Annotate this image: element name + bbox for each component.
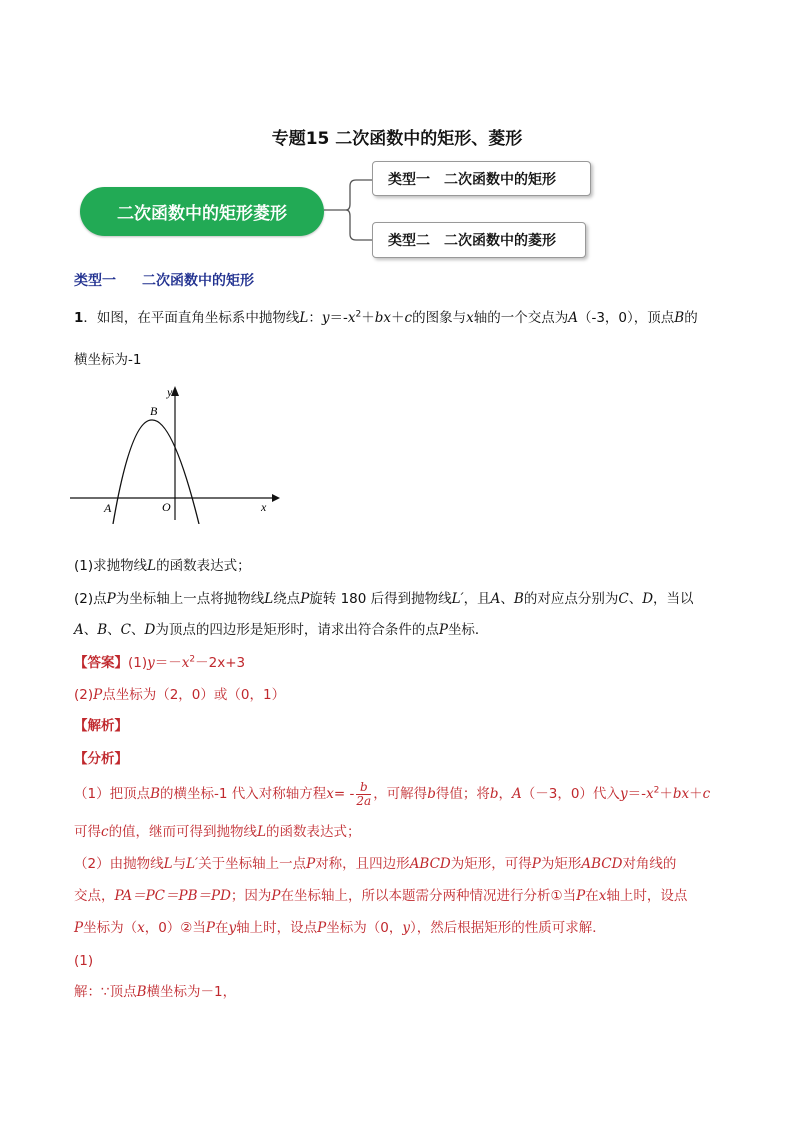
mindmap-root-node: 二次函数中的矩形菱形 [80,187,324,236]
text: 坐标． [447,622,489,638]
analysis-2-line-3 [74,918,606,938]
analysis-1-line-1 [74,780,710,808]
var-B: B [97,622,108,638]
var-L: L [147,558,157,574]
analysis-label: 【解析】 [74,718,128,734]
var-L: L [264,591,274,607]
question-line-1 [74,308,698,328]
text: 为坐标轴上一点将抛物线 [115,591,265,607]
var-x: x [347,310,356,326]
text: （2）由抛物线 [74,856,164,872]
var-y: y [228,920,237,936]
var-A: A [568,310,578,326]
text: －2x+3 [195,655,246,671]
section-label: 类型一 [74,273,116,289]
text: ＋ [689,786,703,802]
var-L: L [299,310,309,326]
solution-line-1 [74,982,236,1002]
text: 的横坐标-1 代入对称轴方程 [160,786,327,802]
var-P: P [438,622,448,638]
parabola-curve [113,420,199,524]
text: 横坐标为－1， [146,984,237,1000]
fenxi-label: 【分析】 [74,751,128,767]
text: 为矩形，可得 [450,856,532,872]
sub-question-2-line-2 [74,620,488,640]
text: 坐标为（0， [326,920,403,936]
text: ＋ [391,310,405,326]
var-P: P [306,856,316,872]
var-P: P [531,856,541,872]
sub-question-2-line-1 [74,589,694,609]
var-A: A [74,622,84,638]
var-c: c [702,786,711,802]
text: ，可解得 [373,786,428,802]
text: （－3，0）代入 [521,786,620,802]
var-C: C [618,591,629,607]
text: 旋转 180 后得到抛物线 [309,591,452,607]
point-A-label: A [104,501,112,515]
text: ＝－ [154,655,182,671]
text: 、 [500,591,514,607]
analysis-2-line-1 [74,854,676,874]
var-P: P [205,920,216,936]
origin-O-label: O [162,500,171,514]
text: 关于坐标轴上一点 [198,856,307,872]
text: 绕点 [273,591,301,607]
var-D: D [144,622,156,638]
var-ABCD: ABCD [581,856,623,872]
mindmap-node-type2: 类型二 二次函数中的菱形 [372,222,586,258]
var-L-prime: L′ [186,856,199,872]
var-y: y [147,655,155,671]
text: ，且 [463,591,491,607]
var-y: y [402,920,410,936]
text: 在 [585,888,599,904]
text: 、 [628,591,643,607]
superscript: 2 [355,309,362,320]
text: (1) [128,655,148,671]
var-b: b [374,310,384,326]
text: ＋ [361,310,375,326]
text: 、 [83,622,98,638]
var-x: x [598,888,607,904]
point-B-label: B [150,404,158,418]
var-P: P [271,888,281,904]
x-axis-label: x [261,500,267,514]
text: 的函数表达式； [266,824,361,840]
text: 点坐标为（2，0）或（0，1） [102,687,286,703]
sub-question-1 [74,556,251,576]
text: 得值；将 [435,786,490,802]
text: 、 [107,622,121,638]
text: ＋ [659,786,673,802]
superscript: 2 [189,654,196,665]
text: （-3，0），顶点 [577,310,675,326]
answer-label: 【答案】 [74,655,128,671]
answer-line-2 [74,685,285,705]
text: ，0）②当 [144,920,206,936]
text: ；因为 [230,888,272,904]
var-P: P [106,591,116,607]
var-B: B [674,310,685,326]
text: 在 [215,920,229,936]
var-y: y [619,786,628,802]
x-axis-arrow-icon [272,494,280,502]
text: 的函数表达式； [156,558,251,574]
superscript: 2 [653,785,660,796]
text: (2)点 [74,591,107,607]
mindmap-node-type1: 类型一 二次函数中的矩形 [372,161,591,196]
question-number: 1 [74,310,84,326]
var-c: c [404,310,413,326]
text: ＝- [329,310,348,326]
var-y: y [321,310,330,326]
var-B: B [136,984,147,1000]
var-P: P [300,591,310,607]
var-L: L [163,856,173,872]
text: 为矩形 [540,856,582,872]
text: 轴上时，设点 [236,920,318,936]
text: ．如图，在平面直角坐标系中抛物线 [83,310,300,326]
var-P: P [576,888,586,904]
text: ，当以 [653,591,694,607]
var-x: x [383,310,392,326]
var-B: B [150,786,161,802]
var-bx: bx [672,786,690,802]
text: 、 [131,622,145,638]
text: 的图象与 [412,310,467,326]
text: 的值，继而可得到抛物线 [108,824,258,840]
var-P: P [74,920,84,936]
text: = - [333,786,355,802]
var-x: x [466,310,474,326]
var-x: x [181,655,190,671]
equal-distances: PA＝PC＝PB＝PD [114,888,231,904]
parabola-graph [68,384,283,524]
var-A: A [490,591,501,607]
text: （1）把顶点 [74,786,151,802]
question-line-2: 横坐标为-1 [74,352,142,368]
text: 在坐标轴上，所以本题需分两种情况进行分析①当 [280,888,577,904]
section-heading [74,270,254,290]
text: 轴上时，设点 [606,888,688,904]
text: 轴的一个交点为 [473,310,569,326]
text: 对称，且四边形 [315,856,410,872]
var-c: c [101,824,109,840]
text: 对角线的 [622,856,677,872]
var-B: B [513,591,524,607]
var-P: P [93,687,103,703]
text: ），然后根据矩形的性质可求解． [409,920,606,936]
fraction-numerator: b [356,781,371,795]
var-x: x [645,786,654,802]
section-title: 二次函数中的矩形 [142,273,254,289]
part-1-label: (1) [74,953,94,969]
mindmap-connector-lines [320,170,380,250]
analysis-2-line-2 [74,886,687,906]
text: 的 [684,310,698,326]
var-C: C [120,622,132,638]
answer-line-1 [74,653,245,673]
text: 的对应点分别为 [523,591,619,607]
text: ＝- [627,786,646,802]
text: ， [498,786,512,802]
var-L: L [257,824,267,840]
var-D: D [642,591,654,607]
var-b: b [427,786,436,802]
fraction-b-over-2a [356,781,371,808]
y-axis-label: y [167,385,173,399]
var-L-prime: L′ [451,591,464,607]
text: 可得 [74,824,101,840]
fraction-denominator: 2a [356,793,372,808]
var-A: A [512,786,522,802]
text: 坐标为（ [83,920,138,936]
text: 为顶点的四边形是矩形时，请求出符合条件的点 [155,622,439,638]
text: 与 [172,856,187,872]
text: 解：∵顶点 [74,984,137,1000]
var-ABCD: ABCD [409,856,451,872]
var-x: x [137,920,145,936]
var-P: P [317,920,327,936]
var-b: b [489,786,499,802]
text: (2) [74,687,94,703]
text: (1)求抛物线 [74,558,148,574]
text: 交点， [74,888,115,904]
text: ： [308,310,322,326]
analysis-1-line-2 [74,822,361,842]
page-title: 专题15 二次函数中的矩形、菱形 [271,129,523,149]
var-x: x [326,786,334,802]
